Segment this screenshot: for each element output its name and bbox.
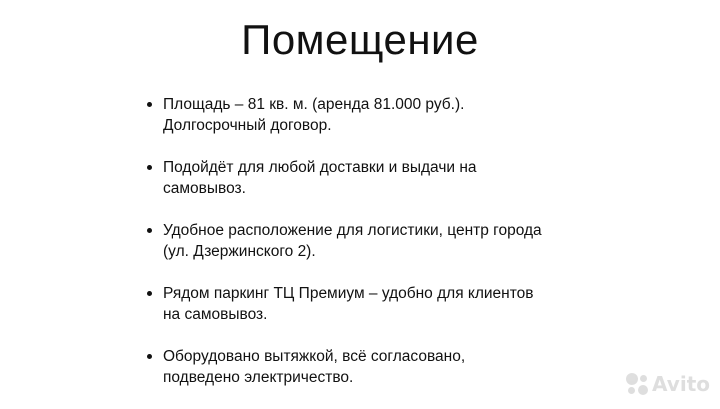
- avito-dots-icon: [626, 373, 648, 395]
- bullet-dot-icon: [147, 291, 152, 296]
- bullet-line: Подойдёт для любой доставки и выдачи на: [163, 159, 477, 176]
- slide-title: Помещение: [241, 16, 479, 63]
- avito-watermark: [626, 372, 710, 396]
- bullet-dot-icon: [147, 102, 152, 107]
- bullet-dot-icon: [147, 228, 152, 233]
- bullet-line: подведено электричество.: [163, 369, 354, 386]
- bullet-line: самовывоз.: [163, 180, 246, 197]
- bullet-dot-icon: [147, 354, 152, 359]
- bullet-line: Площадь – 81 кв. м. (аренда 81.000 руб.).: [163, 96, 465, 113]
- bullet-line: (ул. Дзержинского 2).: [163, 243, 316, 260]
- bullet-line: Рядом паркинг ТЦ Премиум – удобно для клиентов: [163, 285, 534, 302]
- bullet-list: [146, 94, 596, 409]
- bullet-item: [146, 283, 596, 325]
- avito-watermark-text: Avito: [652, 372, 710, 396]
- bullet-item: [146, 220, 596, 262]
- bullet-line: Удобное расположение для логистики, центр города: [163, 222, 542, 239]
- bullet-line: Долгосрочный договор.: [163, 117, 332, 134]
- bullet-line: на самовывоз.: [163, 306, 268, 323]
- bullet-item: [146, 346, 596, 388]
- bullet-item: [146, 157, 596, 199]
- bullet-dot-icon: [147, 165, 152, 170]
- bullet-item: [146, 94, 596, 136]
- bullet-line: Оборудовано вытяжкой, всё согласовано,: [163, 348, 466, 365]
